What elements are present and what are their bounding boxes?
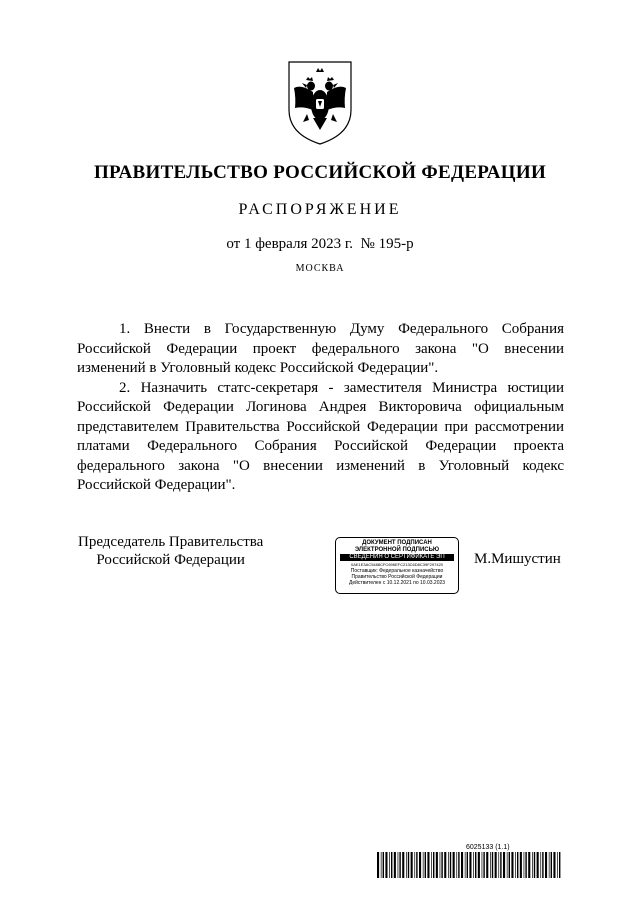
barcode-bar (394, 852, 396, 878)
barcode-bar (453, 852, 455, 878)
barcode-bar (381, 852, 382, 878)
signatory-position-line-2: Российской Федерации (96, 552, 245, 568)
barcode-bar (385, 852, 387, 878)
barcode-bar (557, 852, 558, 878)
barcode-bar (483, 852, 484, 878)
barcode-bar (478, 852, 480, 878)
barcode-bar (469, 852, 471, 878)
document-body (77, 320, 564, 496)
barcode-bar (436, 852, 438, 878)
barcode-bar (383, 852, 384, 878)
document-code: 6025133 (1.1) (466, 844, 510, 851)
barcode-bar (458, 852, 459, 878)
stamp-certificate-band: СВЕДЕНИЯ О СЕРТИФИКАТЕ ЭП (340, 554, 454, 561)
stamp-line-1: ДОКУМЕНТ ПОДПИСАН (362, 540, 432, 546)
barcode-bar (425, 852, 426, 878)
barcode-bar (490, 852, 491, 878)
barcode-bar (482, 852, 483, 878)
barcode-bar (549, 852, 550, 878)
barcode-bar (503, 852, 505, 878)
barcode-bar (399, 852, 400, 878)
barcode-bar (431, 852, 432, 878)
document-city: МОСКВА (295, 263, 345, 274)
barcode-bar (391, 852, 392, 878)
barcode-bar (475, 852, 476, 878)
barcode-bar (427, 852, 429, 878)
barcode-bar (528, 852, 530, 878)
barcode-bar (414, 852, 415, 878)
barcode-bar (486, 852, 488, 878)
barcode (377, 852, 564, 878)
barcode-bar (389, 852, 390, 878)
barcode-bar (467, 852, 468, 878)
barcode-bar (495, 852, 497, 878)
barcode-bar (448, 852, 449, 878)
barcode-bar (500, 852, 501, 878)
signatory-position (78, 533, 263, 569)
stamp-owner: Правительство Российской Федерации (351, 574, 443, 580)
paragraph-2: 2. Назначить статс-секретаря - заместителя Министра юстиции Российской Федерации Логинова Андрея Викторовича официальным представителем Правительства Российской Федерации при рассмотрении платами Федерального Собрания Российской Федерации проекта федерального закона "О внесении изменений в Уголовный кодекс Российской Федерации". (77, 379, 564, 493)
barcode-bar (492, 852, 493, 878)
barcode-bar (542, 852, 543, 878)
electronic-signature-stamp (335, 537, 459, 594)
barcode-bar (515, 852, 516, 878)
barcode-bar (440, 852, 441, 878)
stamp-validity: Действителен с 10.12.2021 по 10.03.2023 (348, 580, 446, 586)
barcode-bar (402, 852, 404, 878)
document-type: РАСПОРЯЖЕНИЕ (238, 201, 402, 218)
barcode-bar (406, 852, 407, 878)
barcode-bar (511, 852, 513, 878)
paragraph-1: 1. Внести в Государственную Думу Федерального Собрания Российской Федерации проект федерального закона "О внесении изменений в Уголовный кодекс Российской Федерации". (77, 321, 564, 376)
double-headed-eagle-icon (283, 58, 357, 146)
signatory-name: М.Мишустин (474, 551, 561, 567)
barcode-bar (509, 852, 510, 878)
barcode-bar (498, 852, 499, 878)
barcode-bar (419, 852, 421, 878)
barcode-bar (465, 852, 466, 878)
barcode-bar (450, 852, 451, 878)
barcode-bar (473, 852, 474, 878)
barcode-bar (525, 852, 526, 878)
barcode-bar (423, 852, 424, 878)
barcode-bar (377, 852, 379, 878)
stamp-line-2: ЭЛЕКТРОННОЙ ПОДПИСЬЮ (354, 547, 440, 553)
barcode-bar (559, 852, 560, 878)
document-date-number: от 1 февраля 2023 г. № 195-р (226, 236, 414, 252)
barcode-bar (507, 852, 508, 878)
barcode-bar (553, 852, 555, 878)
barcode-bar (524, 852, 525, 878)
barcode-bar (520, 852, 522, 878)
barcode-bar (398, 852, 399, 878)
barcode-bar (534, 852, 535, 878)
barcode-bar (444, 852, 446, 878)
barcode-bar (416, 852, 417, 878)
government-title: ПРАВИТЕЛЬСТВО РОССИЙСКОЙ ФЕДЕРАЦИИ (93, 162, 547, 183)
stamp-serial: 0AE1E3AC5488CFC696EFC213C6D8C39F297420 (350, 562, 444, 567)
signatory-position-line-1: Председатель Правительства (78, 534, 264, 550)
barcode-bar (517, 852, 518, 878)
barcode-bar (433, 852, 434, 878)
barcode-bar (532, 852, 533, 878)
barcode-bar (456, 852, 457, 878)
barcode-bar (441, 852, 442, 878)
stamp-supplier: Поставщик: Федеральное казначейство (350, 568, 444, 574)
barcode-bar (461, 852, 463, 878)
barcode-bar (537, 852, 539, 878)
barcode-bar (408, 852, 409, 878)
barcode-bar (545, 852, 547, 878)
barcode-bar (411, 852, 413, 878)
barcode-bar (540, 852, 541, 878)
barcode-bar (551, 852, 552, 878)
